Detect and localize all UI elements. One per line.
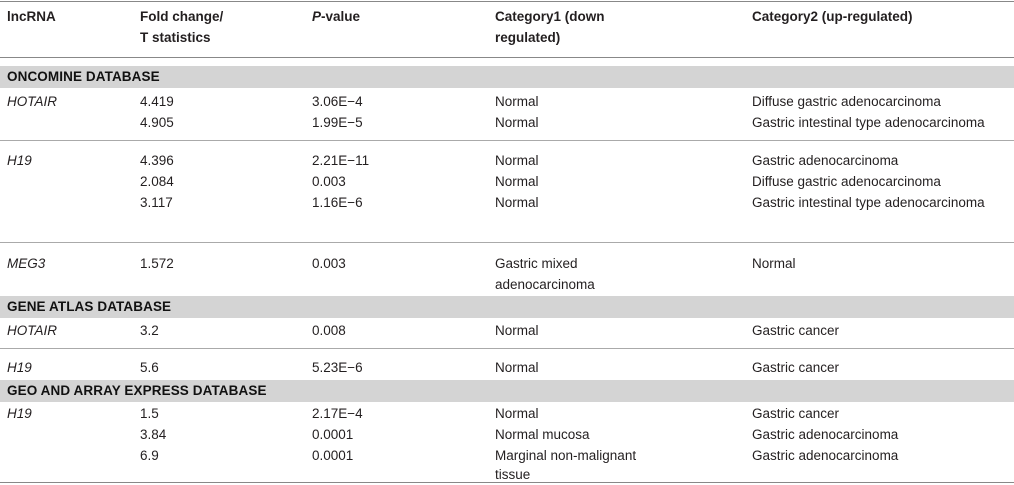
r11-cat1: Marginal non-malignant <box>495 448 637 463</box>
header-category1-cont: regulated) <box>495 30 561 45</box>
section-geo-label: GEO AND ARRAY EXPRESS DATABASE <box>7 383 267 398</box>
r1-pvalue: 3.06E−4 <box>312 94 363 109</box>
r2-fold: 4.905 <box>140 115 174 130</box>
header-t-statistics: T statistics <box>140 30 211 45</box>
header-category2: Category2 (up-regulated) <box>752 9 913 24</box>
header-category1: Category1 (down <box>495 9 605 24</box>
bottom-rule <box>0 482 1014 483</box>
r3-cat2: Gastric adenocarcinoma <box>752 153 899 168</box>
header-pvalue-p: P <box>312 9 322 24</box>
r9-pvalue: 2.17E−4 <box>312 406 363 421</box>
r3-pvalue: 2.21E−11 <box>312 153 370 168</box>
r2-cat1: Normal <box>495 115 539 130</box>
r11-cat2: Gastric adenocarcinoma <box>752 448 899 463</box>
r8-cat2: Gastric cancer <box>752 360 840 375</box>
r3-lncrna: H19 <box>7 153 32 168</box>
r9-cat1: Normal <box>495 406 539 421</box>
header-rule <box>0 57 1014 58</box>
r2-cat2: Gastric intestinal type adenocarcinoma <box>752 115 985 130</box>
header-fold-change: Fold change/ <box>140 9 224 24</box>
r5-fold: 3.117 <box>140 195 173 210</box>
r10-cat2: Gastric adenocarcinoma <box>752 427 899 442</box>
r8-fold: 5.6 <box>140 360 159 375</box>
r6-pvalue: 0.003 <box>312 256 346 271</box>
r4-fold: 2.084 <box>140 174 174 189</box>
section-oncomine <box>0 66 1014 88</box>
r6-lncrna: MEG3 <box>7 256 46 271</box>
r10-fold: 3.84 <box>140 427 167 442</box>
r5-cat1: Normal <box>495 195 539 210</box>
r7-fold: 3.2 <box>140 323 159 338</box>
r4-cat1: Normal <box>495 174 539 189</box>
row-rule <box>0 140 1014 141</box>
row-rule <box>0 242 1014 243</box>
r11-cat1-cont: tissue <box>495 467 531 482</box>
section-geo <box>0 380 1014 402</box>
r9-cat2: Gastric cancer <box>752 406 840 421</box>
r5-pvalue: 1.16E−6 <box>312 195 363 210</box>
r7-lncrna: HOTAIR <box>7 323 57 338</box>
r11-pvalue: 0.0001 <box>312 448 354 463</box>
r8-cat1: Normal <box>495 360 539 375</box>
header-lncrna: lncRNA <box>7 9 56 24</box>
r6-cat1: Gastric mixed <box>495 256 578 271</box>
r2-pvalue: 1.99E−5 <box>312 115 363 130</box>
r6-cat2: Normal <box>752 256 796 271</box>
r1-cat1: Normal <box>495 94 539 109</box>
header-pvalue-suffix: -value <box>321 9 361 24</box>
top-rule <box>0 1 1014 2</box>
r7-cat1: Normal <box>495 323 539 338</box>
r11-fold: 6.9 <box>140 448 159 463</box>
section-oncomine-label: ONCOMINE DATABASE <box>7 69 160 84</box>
r10-cat1: Normal mucosa <box>495 427 590 442</box>
row-rule <box>0 348 1014 349</box>
r4-cat2: Diffuse gastric adenocarcinoma <box>752 174 941 189</box>
r8-lncrna: H19 <box>7 360 32 375</box>
r5-cat2: Gastric intestinal type adenocarcinoma <box>752 195 985 210</box>
r1-lncrna: HOTAIR <box>7 94 57 109</box>
r3-fold: 4.396 <box>140 153 174 168</box>
r6-fold: 1.572 <box>140 256 174 271</box>
r9-fold: 1.5 <box>140 406 159 421</box>
r7-pvalue: 0.008 <box>312 323 346 338</box>
r3-cat1: Normal <box>495 153 539 168</box>
r10-pvalue: 0.0001 <box>312 427 354 442</box>
r1-cat2: Diffuse gastric adenocarcinoma <box>752 94 941 109</box>
r7-cat2: Gastric cancer <box>752 323 840 338</box>
section-gene-atlas <box>0 296 1014 318</box>
r4-pvalue: 0.003 <box>312 174 346 189</box>
r6-cat1-cont: adenocarcinoma <box>495 277 595 292</box>
r8-pvalue: 5.23E−6 <box>312 360 363 375</box>
section-gene-atlas-label: GENE ATLAS DATABASE <box>7 299 172 314</box>
r1-fold: 4.419 <box>140 94 174 109</box>
header-pvalue <box>312 6 360 28</box>
r9-lncrna: H19 <box>7 406 32 421</box>
